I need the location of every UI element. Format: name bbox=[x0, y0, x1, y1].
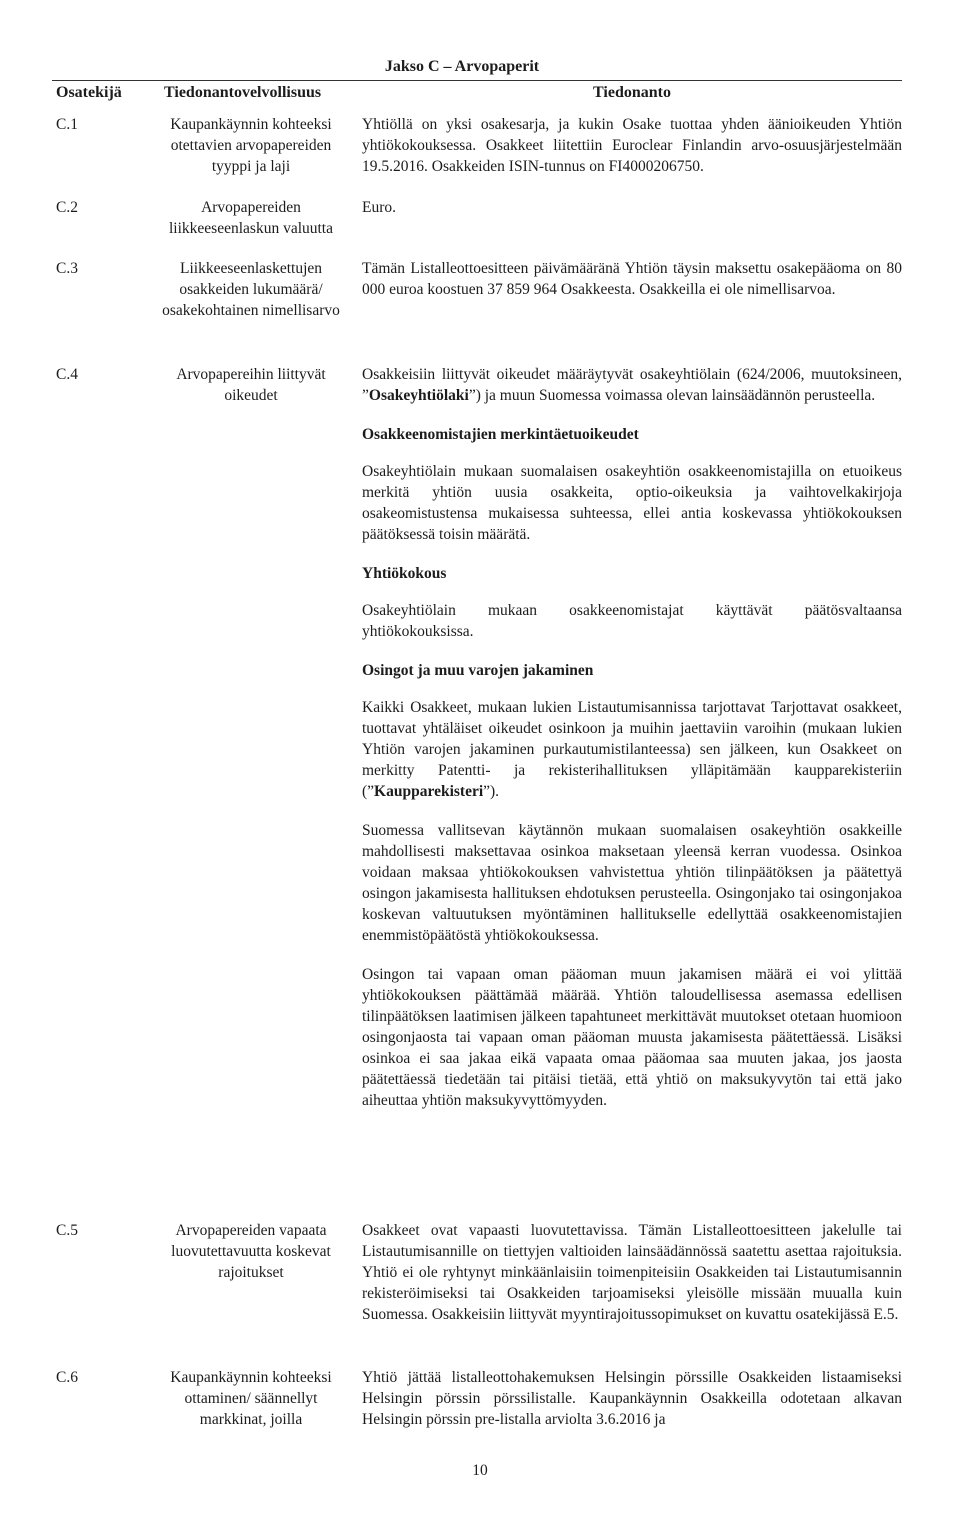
defined-term: Kaupparekisteri bbox=[374, 783, 484, 800]
row-content bbox=[362, 197, 902, 236]
row-label: Kaupankäynnin kohteeksi otettavien arvopapereiden tyyppi ja laji bbox=[170, 116, 332, 175]
defined-term: Osakeyhtiölaki bbox=[368, 387, 469, 404]
header-tiedonantovelvollisuus: Tiedonantovelvollisuus bbox=[164, 84, 322, 101]
row-label: Arvopapereiden vapaata luovutettavuutta koskevat rajoitukset bbox=[171, 1222, 331, 1281]
row-content bbox=[362, 114, 902, 195]
page-number: 10 bbox=[472, 1462, 488, 1479]
paragraph: Suomessa vallitsevan käytännön mukaan suomalaisen osakeyhtiön osakkeille mahdollisesti maksettavaa osinkoa maksetaan yleensä kerran vuodessa. Osinkoa voidaan maksaa yhtiökokouksen vahvistettua yhtiön tilinpäätöksen ja päätettyä osingon jakamisesta hallituksen ehdotuksen perusteella. Osingonjako tai osingonjakoa koskevan valtuutuksen myöntäminen hallitukselle edellyttää osakkeenomistajien enemmistöpäätöstä yhtiökokouksessa. bbox=[362, 822, 902, 944]
section-title: Jakso C – Arvopaperit bbox=[384, 58, 540, 75]
row-label: Kaupankäynnin kohteeksi ottaminen/ säännellyt markkinat, joilla bbox=[170, 1369, 332, 1428]
paragraph: Osingon tai vapaan oman pääoman muun jakamisen määrä ei voi ylittää yhtiökokouksen päättämää määrää. Yhtiön taloudellisessa asemassa edellisen tilinpäätöksen laatimisen jälkeen tapahtuneet merkittävät muutokset otetaan huomioon osingonjaosta tai vapaan oman pääoman muusta jakamisesta päätettäessä. Lisäksi osinkoa ei saa jakaa eikä vapaata omaa pääomaa saa muuten jakaa, jos jaosta päätettäessä tiedetään tai pitäisi tietää, että yhtiö on maksukyvytön tai että jako aiheuttaa yhtiön maksukyvyttömyyden. bbox=[362, 966, 902, 1109]
paragraph: Osakeyhtiölain mukaan osakkeenomistajat käyttävät päätösvaltaansa yhtiökokouksissa. bbox=[362, 602, 902, 640]
subheading: Osakkeenomistajien merkintäetuoikeudet bbox=[362, 426, 639, 443]
row-content bbox=[362, 1220, 902, 1343]
row-number: C.3 bbox=[56, 260, 78, 277]
row-content bbox=[362, 1367, 902, 1448]
row-number: C.6 bbox=[56, 1369, 78, 1386]
header-tiedonanto: Tiedonanto bbox=[593, 84, 671, 101]
paragraph: Kaikki Osakkeet, mukaan lukien Listautumisannissa tarjottavat Tarjottavat osakkeet, tuottavat yhtäläiset oikeudet osinkoon ja muihin jaettaviin varoihin (mukaan lukien Yhtiön varojen jakaminen purkautumistilanteessa) sen jälkeen, kun Osakkeet on merkitty Patentti- ja rekisterihallituksen ylläpitämään kaupparekisteriin (”Kaupparekisteri”). bbox=[362, 699, 902, 800]
row-number: C.1 bbox=[56, 116, 78, 133]
paragraph: Osakkeet ovat vapaasti luovutettavissa. Tämän Listalleottoesitteen jakelulle tai Listautumisannille on tiettyjen valtioiden lainsäädännössä saatettu asettaa rajoituksia. Yhtiö ei ole ryhtynyt minkäänlaisiin toimenpiteisiin Osakkeiden tai Listautumisannin rekisteröimiseksi tai Osakkeiden tarjoamiseksi yleisölle missään muualla kuin Suomessa. Osakkeisiin liittyvät myyntirajoitussopimukset on kuvattu osatekijässä E.5. bbox=[362, 1222, 902, 1323]
paragraph: Tämän Listalleottoesitteen päivämääränä Yhtiön täysin maksettu osakepääoma on 80 000 euroa koostuen 37 859 964 Osakkeesta. Osakkeilla ei ole nimellisarvoa. bbox=[362, 260, 902, 298]
header-osatekija: Osatekijä bbox=[56, 84, 122, 101]
row-label: Arvopapereiden liikkeeseenlaskun valuutta bbox=[169, 199, 333, 237]
row-number: C.2 bbox=[56, 199, 78, 216]
row-content bbox=[362, 258, 902, 318]
paragraph: Yhtiöllä on yksi osakesarja, ja kukin Osake tuottaa yhden äänioikeuden Yhtiön yhtiökokouksessa. Osakkeet liitettiin Euroclear Finlandin arvo-osuusjärjestelmään 19.5.2016. Osakkeiden ISIN-tunnus on FI4000206750. bbox=[362, 116, 902, 175]
paragraph: Euro. bbox=[362, 199, 397, 216]
header-divider bbox=[52, 80, 902, 81]
paragraph: Osakeyhtiölain mukaan suomalaisen osakeyhtiön osakkeenomistajilla on etuoikeus merkitä yhtiön uusia osakkeita, optio-oikeuksia ja vaihtovelkakirjoja osakeomistustensa mukaisessa suhteessa, ellei antia koskevassa yhtiökokouksen päätöksessä toisin määrätä. bbox=[362, 463, 902, 543]
row-number: C.5 bbox=[56, 1222, 78, 1239]
row-label: Liikkeeseenlaskettujen osakkeiden lukumäärä/ osakekohtainen nimellisarvo bbox=[162, 260, 340, 319]
row-number: C.4 bbox=[56, 366, 78, 383]
subheading: Osingot ja muu varojen jakaminen bbox=[362, 662, 594, 679]
row-label: Arvopapereihin liittyvät oikeudet bbox=[176, 366, 326, 404]
table-header bbox=[52, 84, 902, 108]
row-content bbox=[362, 364, 902, 1129]
paragraph: Yhtiö jättää listalleottohakemuksen Helsingin pörssille Osakkeiden listaamiseksi Helsingin pörssin pörssilistalle. Kaupankäynnin Osakkeilla odotetaan alkavan Helsingin pörssin pre-listalla arviolta 3.6.2016 ja bbox=[362, 1369, 902, 1428]
paragraph: Osakkeisiin liittyvät oikeudet määräytyvät osakeyhtiölain (624/2006, muutoksineen, ”Osakeyhtiölaki”) ja muun Suomessa voimassa olevan lainsäädännön perusteella. bbox=[362, 366, 902, 404]
subheading: Yhtiökokous bbox=[362, 565, 447, 582]
